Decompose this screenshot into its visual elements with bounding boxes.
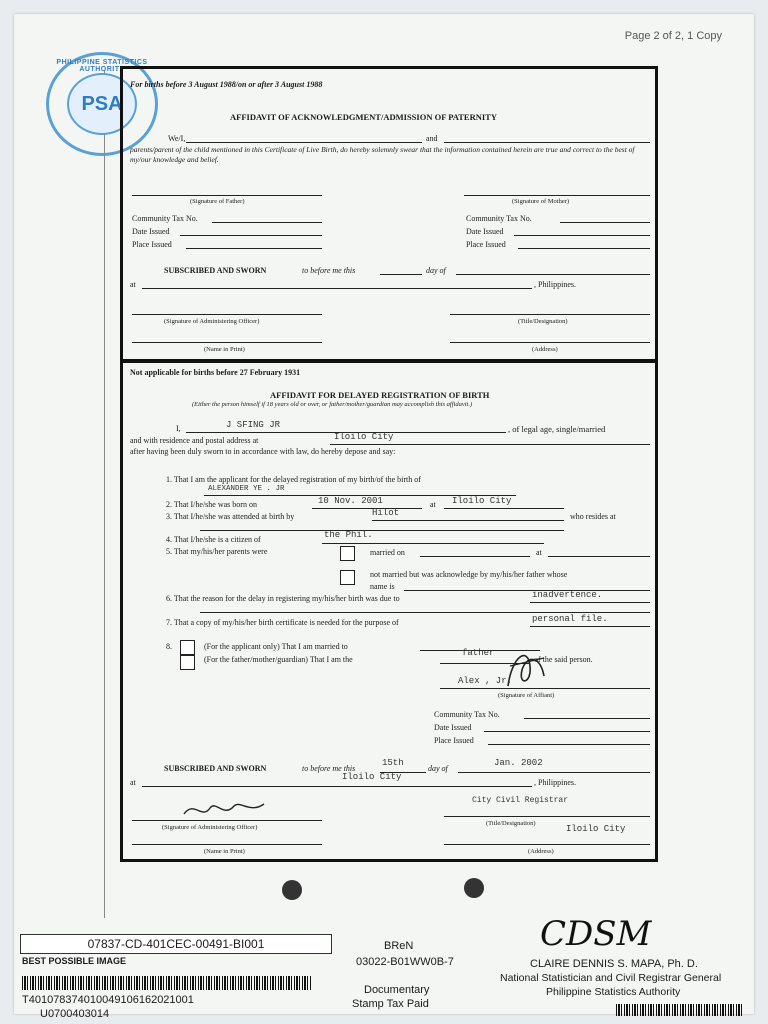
aff2-opt-father: (For the father/mother/guardian) That I am the: [204, 655, 353, 664]
aff2-of-said: of the said person.: [534, 655, 593, 664]
aff1-title: AFFIDAVIT OF ACKNOWLEDGMENT/ADMISSION OF PATERNITY: [230, 112, 497, 122]
aff2-name-print: (Name in Print): [204, 848, 245, 855]
aff2-opt-applicant: (For the applicant only) That I am married to: [204, 642, 348, 651]
aff2-item2-at: at: [430, 500, 436, 509]
doc-stamp-1: Documentary: [364, 984, 430, 996]
barcode-small-icon: [616, 1004, 744, 1016]
aff1-philippines: , Philippines.: [534, 280, 577, 289]
aff1-we: We/I,: [168, 134, 186, 143]
seal-ring-text: PHILIPPINE STATISTICS AUTHORITY: [56, 59, 148, 73]
aff2-item3: 3. That I/he/she was attended at birth by: [166, 512, 295, 521]
aff1-body: parents/parent of the child mentioned in this Certificate of Live Birth, do hereby solemnly swear that the information contained herein are true and correct to the best of my/our knowledge and belief.: [130, 145, 635, 164]
aff1-place-f: Place Issued: [132, 240, 172, 249]
aff2-married-on: married on: [370, 548, 405, 557]
married-checkbox[interactable]: [340, 546, 355, 561]
aff2-item6: 6. That the reason for the delay in registering my/his/her birth was due to: [166, 594, 400, 603]
aff2-item8: 8.: [166, 642, 172, 651]
seal-initials: PSA: [81, 92, 123, 115]
not-married-checkbox[interactable]: [340, 570, 355, 585]
doc-stamp-2: Stamp Tax Paid: [352, 998, 429, 1010]
aff2-place-issued: Place Issued: [434, 736, 474, 745]
aff2-at: at: [130, 778, 136, 787]
aff2-item5: 5. That my/his/her parents were: [166, 547, 268, 556]
barcode-sub: U0700403014: [40, 1008, 110, 1020]
bren-label: BReN: [384, 940, 414, 952]
aff1-day-of: day of: [426, 266, 446, 275]
best-image-label: BEST POSSIBLE IMAGE: [22, 956, 127, 966]
aff2-title-typed: City Civil Registrar: [472, 796, 569, 805]
aff2-item4-typed: the Phil.: [324, 530, 373, 540]
aff2-address: (Address): [528, 848, 554, 855]
registrar-signature: CDSM: [540, 914, 652, 954]
aff2-item1: 1. That I am the applicant for the delayed registration of my birth/of the birth of: [166, 475, 421, 484]
aff2-sig-officer: (Signature of Administering Officer): [162, 824, 258, 831]
punch-hole: [464, 878, 484, 898]
aff1-title-desig: (Title/Designation): [518, 318, 568, 325]
aff1-to-before: to before me this: [302, 266, 356, 275]
aff2-i: I,: [176, 424, 181, 433]
aff2-residence-typed: Iloilo City: [334, 432, 394, 442]
aff1-address: (Address): [532, 346, 558, 353]
aff2-name-typed: J SFING JR: [226, 420, 281, 430]
aff1-sig-father: (Signature of Father): [190, 198, 245, 205]
aff2-item6-typed: inadvertence.: [532, 590, 603, 600]
aff2-at5: at: [536, 548, 542, 557]
applicant-checkbox[interactable]: [180, 640, 195, 655]
aff2-affiant-typed: Alex , Jr.: [458, 676, 513, 686]
aff1-date-f: Date Issued: [132, 227, 170, 236]
affiant-signature-icon: [500, 636, 550, 696]
aff2-sworn: after having been duly sworn to in accordance with law, do hereby depose and say:: [130, 447, 396, 456]
aff2-day-of: day of: [428, 764, 448, 773]
aff2-addr-typed: Iloilo City: [566, 824, 626, 834]
aff2-subtitle: (Either the person himself if 18 years old or over, or father/mother/guardian may accomplish this affidavit.): [192, 401, 473, 408]
aff1-subscribed: SUBSCRIBED AND SWORN: [164, 266, 267, 275]
page-label: Page 2 of 2, 1 Copy: [624, 30, 722, 42]
aff2-item2-place: Iloilo City: [452, 496, 512, 506]
aff2-to-before: to before me this: [302, 764, 356, 773]
aff1-name-print: (Name in Print): [204, 346, 245, 353]
aff2-residence: and with residence and postal address at: [130, 436, 259, 445]
aff2-item1-typed: ALEXANDER YE . JR: [208, 485, 285, 493]
barcode-text: T401078374010049106162021001: [22, 994, 194, 1006]
aff2-title: AFFIDAVIT FOR DELAYED REGISTRATION OF BIRTH: [270, 390, 490, 400]
aff2-place-typed: Iloilo City: [342, 772, 402, 782]
aff2-philippines: , Philippines.: [534, 778, 577, 787]
aff2-date-issued: Date Issued: [434, 723, 472, 732]
aff2-item4: 4. That I/he/she is a citizen of: [166, 535, 261, 544]
aff1-sig-mother: (Signature of Mother): [512, 198, 570, 205]
bren-number: 03022-B01WW0B-7: [356, 956, 454, 968]
aff2-legal-age: , of legal age, single/married: [508, 424, 606, 434]
margin-line: [104, 70, 105, 918]
aff2-item2: 2. That I/he/she was born on: [166, 500, 257, 509]
aff1-date-m: Date Issued: [466, 227, 504, 236]
parent-checkbox[interactable]: [180, 655, 195, 670]
aff1-place-m: Place Issued: [466, 240, 506, 249]
punch-hole: [282, 880, 302, 900]
aff2-item2-date: 10 Nov. 2001: [318, 496, 383, 506]
aff2-title-desig: (Title/Designation): [486, 820, 536, 827]
aff2-heading: Not applicable for births before 27 February 1931: [130, 368, 301, 377]
aff1-ctn-m: Community Tax No.: [466, 214, 532, 223]
aff2-sig-affiant: (Signature of Affiant): [498, 692, 555, 699]
official-name: CLAIRE DENNIS S. MAPA, Ph. D.: [530, 958, 698, 970]
aff2-name-is: name is: [370, 582, 395, 591]
aff1-sig-officer: (Signature of Administering Officer): [164, 318, 260, 325]
aff2-item3-typed: Hilot: [372, 508, 400, 518]
aff2-month-typed: Jan. 2002: [494, 758, 543, 768]
aff2-item3-end: who resides at: [570, 512, 616, 521]
aff2-item7-typed: personal file.: [532, 614, 608, 624]
aff2-subscribed: SUBSCRIBED AND SWORN: [164, 764, 267, 773]
official-title: National Statistician and Civil Registrar General: [500, 972, 722, 984]
control-number: 07837-CD-401CEC-00491-BI001: [20, 934, 332, 954]
aff2-ctn: Community Tax No.: [434, 710, 500, 719]
aff1-ctn-f: Community Tax No.: [132, 214, 198, 223]
aff2-day-typed: 15th: [382, 758, 404, 768]
aff2-item7: 7. That a copy of my/his/her birth certificate is needed for the purpose of: [166, 618, 399, 627]
barcode-icon: [22, 976, 312, 990]
aff1-and: and: [426, 134, 438, 143]
aff2-opt-father-typed: father: [462, 648, 495, 658]
agency-name: Philippine Statistics Authority: [546, 986, 681, 998]
aff2-not-married: not married but was acknowledge by my/his/her father whose: [370, 570, 568, 579]
aff1-at: at: [130, 280, 136, 289]
aff1-heading: For births before 3 August 1988/on or after 3 August 1988: [130, 80, 323, 89]
